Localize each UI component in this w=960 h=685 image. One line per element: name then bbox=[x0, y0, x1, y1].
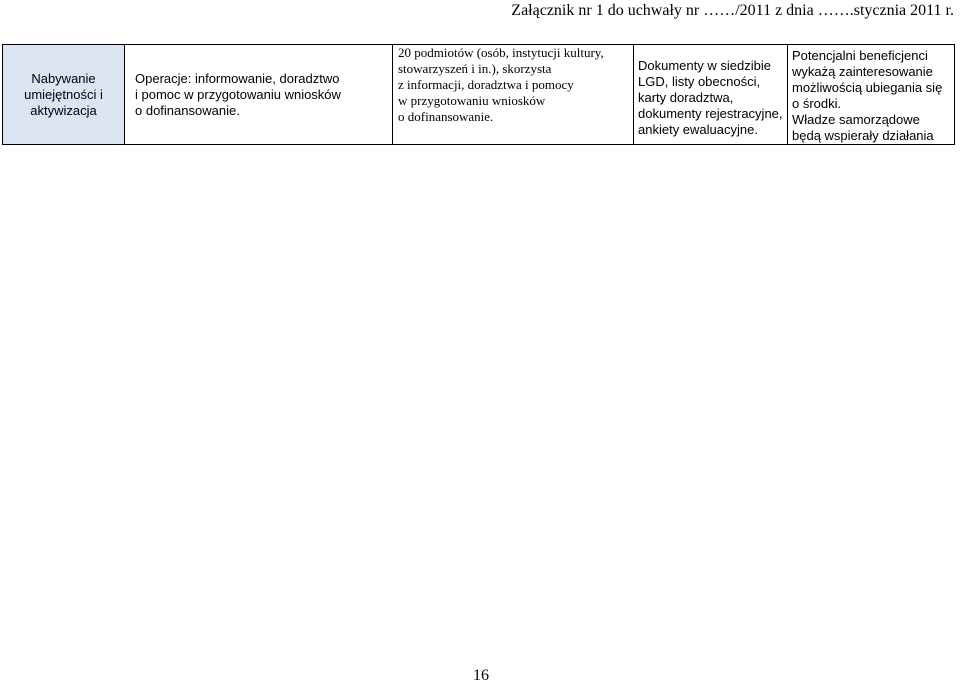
sources-line: ankiety ewaluacyjne. bbox=[638, 122, 758, 137]
indicator-line: o dofinansowanie. bbox=[398, 109, 494, 124]
assumptions-line: Potencjalni beneficjenci bbox=[792, 48, 928, 63]
page-number: 16 bbox=[473, 667, 489, 684]
assumptions-line: możliwością ubiegania się bbox=[792, 80, 943, 95]
assumptions-cell bbox=[788, 45, 955, 145]
indicator-line: z informacji, doradztwa i pomocy bbox=[398, 77, 574, 92]
operations-line: i pomoc w przygotowaniu wniosków bbox=[135, 86, 341, 102]
assumptions-line: o środki. bbox=[792, 96, 842, 111]
indicator-line: stowarzyszeń i in.), skorzysta bbox=[398, 61, 552, 76]
table-row bbox=[3, 45, 955, 145]
document-header: Załącznik nr 1 do uchwały nr ……/2011 z dnia …….stycznia 2011 r. bbox=[511, 2, 954, 19]
indicator-line: w przygotowaniu wniosków bbox=[398, 93, 546, 108]
plan-table bbox=[2, 44, 955, 145]
sources-line: Dokumenty w siedzibie bbox=[638, 58, 771, 73]
assumptions-line: Władze samorządowe bbox=[792, 112, 920, 127]
indicator-cell bbox=[393, 45, 634, 145]
operations-cell bbox=[125, 45, 393, 145]
operations-line: o dofinansowanie. bbox=[135, 102, 240, 118]
sources-line: LGD, listy obecności, bbox=[638, 74, 761, 89]
category-cell bbox=[3, 45, 125, 145]
category-line: umiejętności i bbox=[24, 86, 103, 102]
category-line: aktywizacja bbox=[30, 102, 97, 118]
operations-line: Operacje: informowanie, doradztwo bbox=[135, 70, 340, 86]
category-line: Nabywanie bbox=[31, 70, 96, 86]
sources-line: karty doradztwa, bbox=[638, 90, 734, 105]
sources-cell bbox=[634, 45, 788, 145]
assumptions-line: będą wspierały działania bbox=[792, 128, 934, 143]
assumptions-line: wykażą zainteresowanie bbox=[792, 64, 933, 79]
indicator-line: 20 podmiotów (osób, instytucji kultury, bbox=[398, 45, 604, 60]
sources-line: dokumenty rejestracyjne, bbox=[638, 106, 783, 121]
